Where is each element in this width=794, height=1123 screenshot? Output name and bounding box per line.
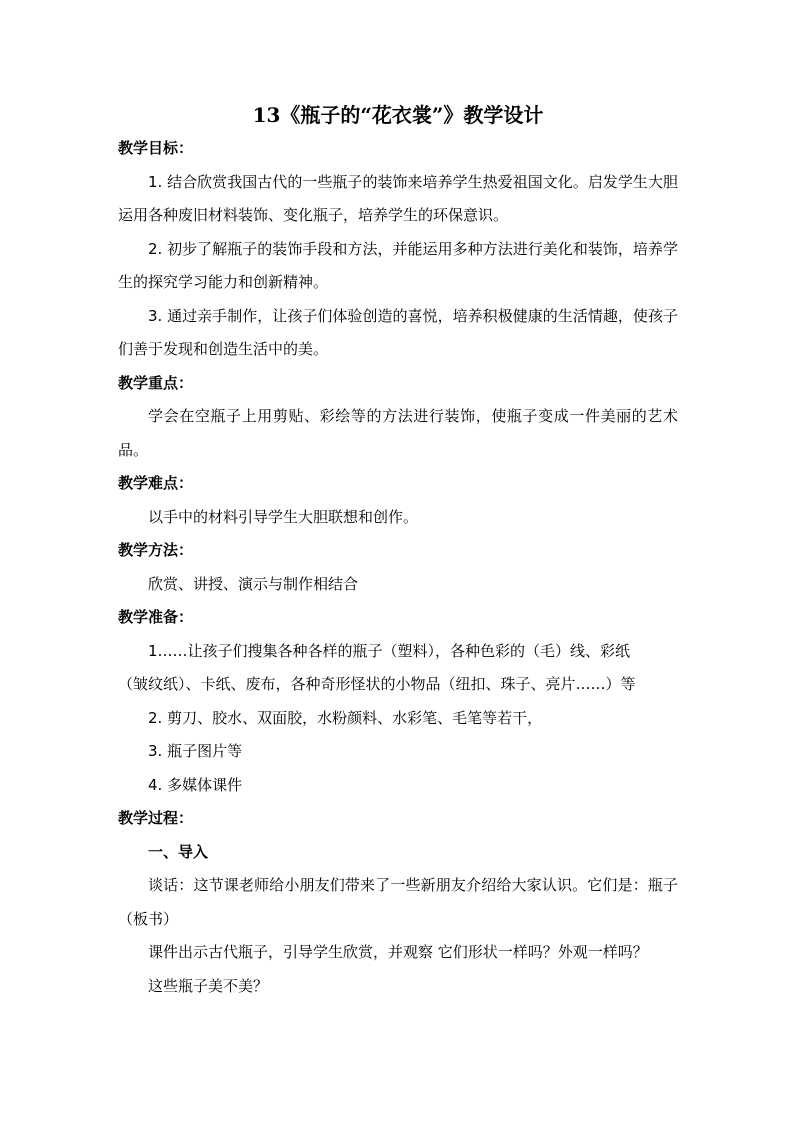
methods-text: 欣赏、讲授、演示与制作相结合 — [148, 574, 359, 593]
preparation-item-1-line-1: 1……让孩子们搜集各种各样的瓶子（塑料），各种色彩的（毛）线、彩纸 — [148, 641, 631, 660]
process-courseware-line-1: 课件出示古代瓶子，引导学生欣赏，并观察 它们形状一样吗？外观一样吗？ — [148, 943, 648, 961]
preparation-item-3: 3. 瓶子图片等 — [148, 742, 243, 760]
process-heading: 教学过程： — [118, 809, 194, 827]
document-body — [118, 100, 678, 1003]
preparation-item-4: 4. 多媒体课件 — [148, 775, 243, 794]
methods-heading: 教学方法： — [118, 541, 194, 559]
objective-item-3: 3. 通过亲手制作，让孩子们体验创造的喜悦，培养积极健康的生活情趣，使孩子们善于发现和创造生活中的美。 — [118, 306, 678, 358]
preparation-item-1-line-2: （皱纹纸）、卡纸、废布，各种奇形怪状的小物品（纽扣、珠子、亮片……）等 — [118, 675, 636, 693]
key-points-text: 学会在空瓶子上用剪贴、彩绘等的方法进行装饰，使瓶子变成一件美丽的艺术品。 — [118, 407, 678, 459]
process-courseware-line-2: 这些瓶子美不美？ — [148, 976, 269, 995]
objectives-heading: 教学目标： — [118, 139, 194, 157]
key-points-heading: 教学重点： — [118, 373, 194, 392]
preparation-item-2: 2. 剪刀、胶水、双面胶，水粉颜料、水彩笔、毛笔等若干， — [148, 708, 543, 727]
process-section-1-heading: 一、导入 — [148, 842, 209, 861]
preparation-heading: 教学准备： — [118, 608, 194, 626]
objective-item-1: 1. 结合欣赏我国古代的一些瓶子的装饰来培养学生热爱祖国文化。启发学生大胆运用各种废旧材料装饰、变化瓶子，培养学生的环保意识。 — [118, 172, 678, 224]
difficulties-heading: 教学难点： — [118, 474, 194, 492]
objective-item-2: 2. 初步了解瓶子的装饰手段和方法，并能运用多种方法进行美化和装饰，培养学生的探究学习能力和创新精神。 — [118, 239, 678, 291]
process-talk-text: 谈话：这节课老师给小朋友们带来了一些新朋友介绍给大家认识。它们是：瓶子（板书） — [118, 876, 678, 928]
document-title: 13《瓶子的“花衣裳”》教学设计 — [252, 103, 544, 127]
difficulties-text: 以手中的材料引导学生大胆联想和创作。 — [148, 507, 419, 526]
